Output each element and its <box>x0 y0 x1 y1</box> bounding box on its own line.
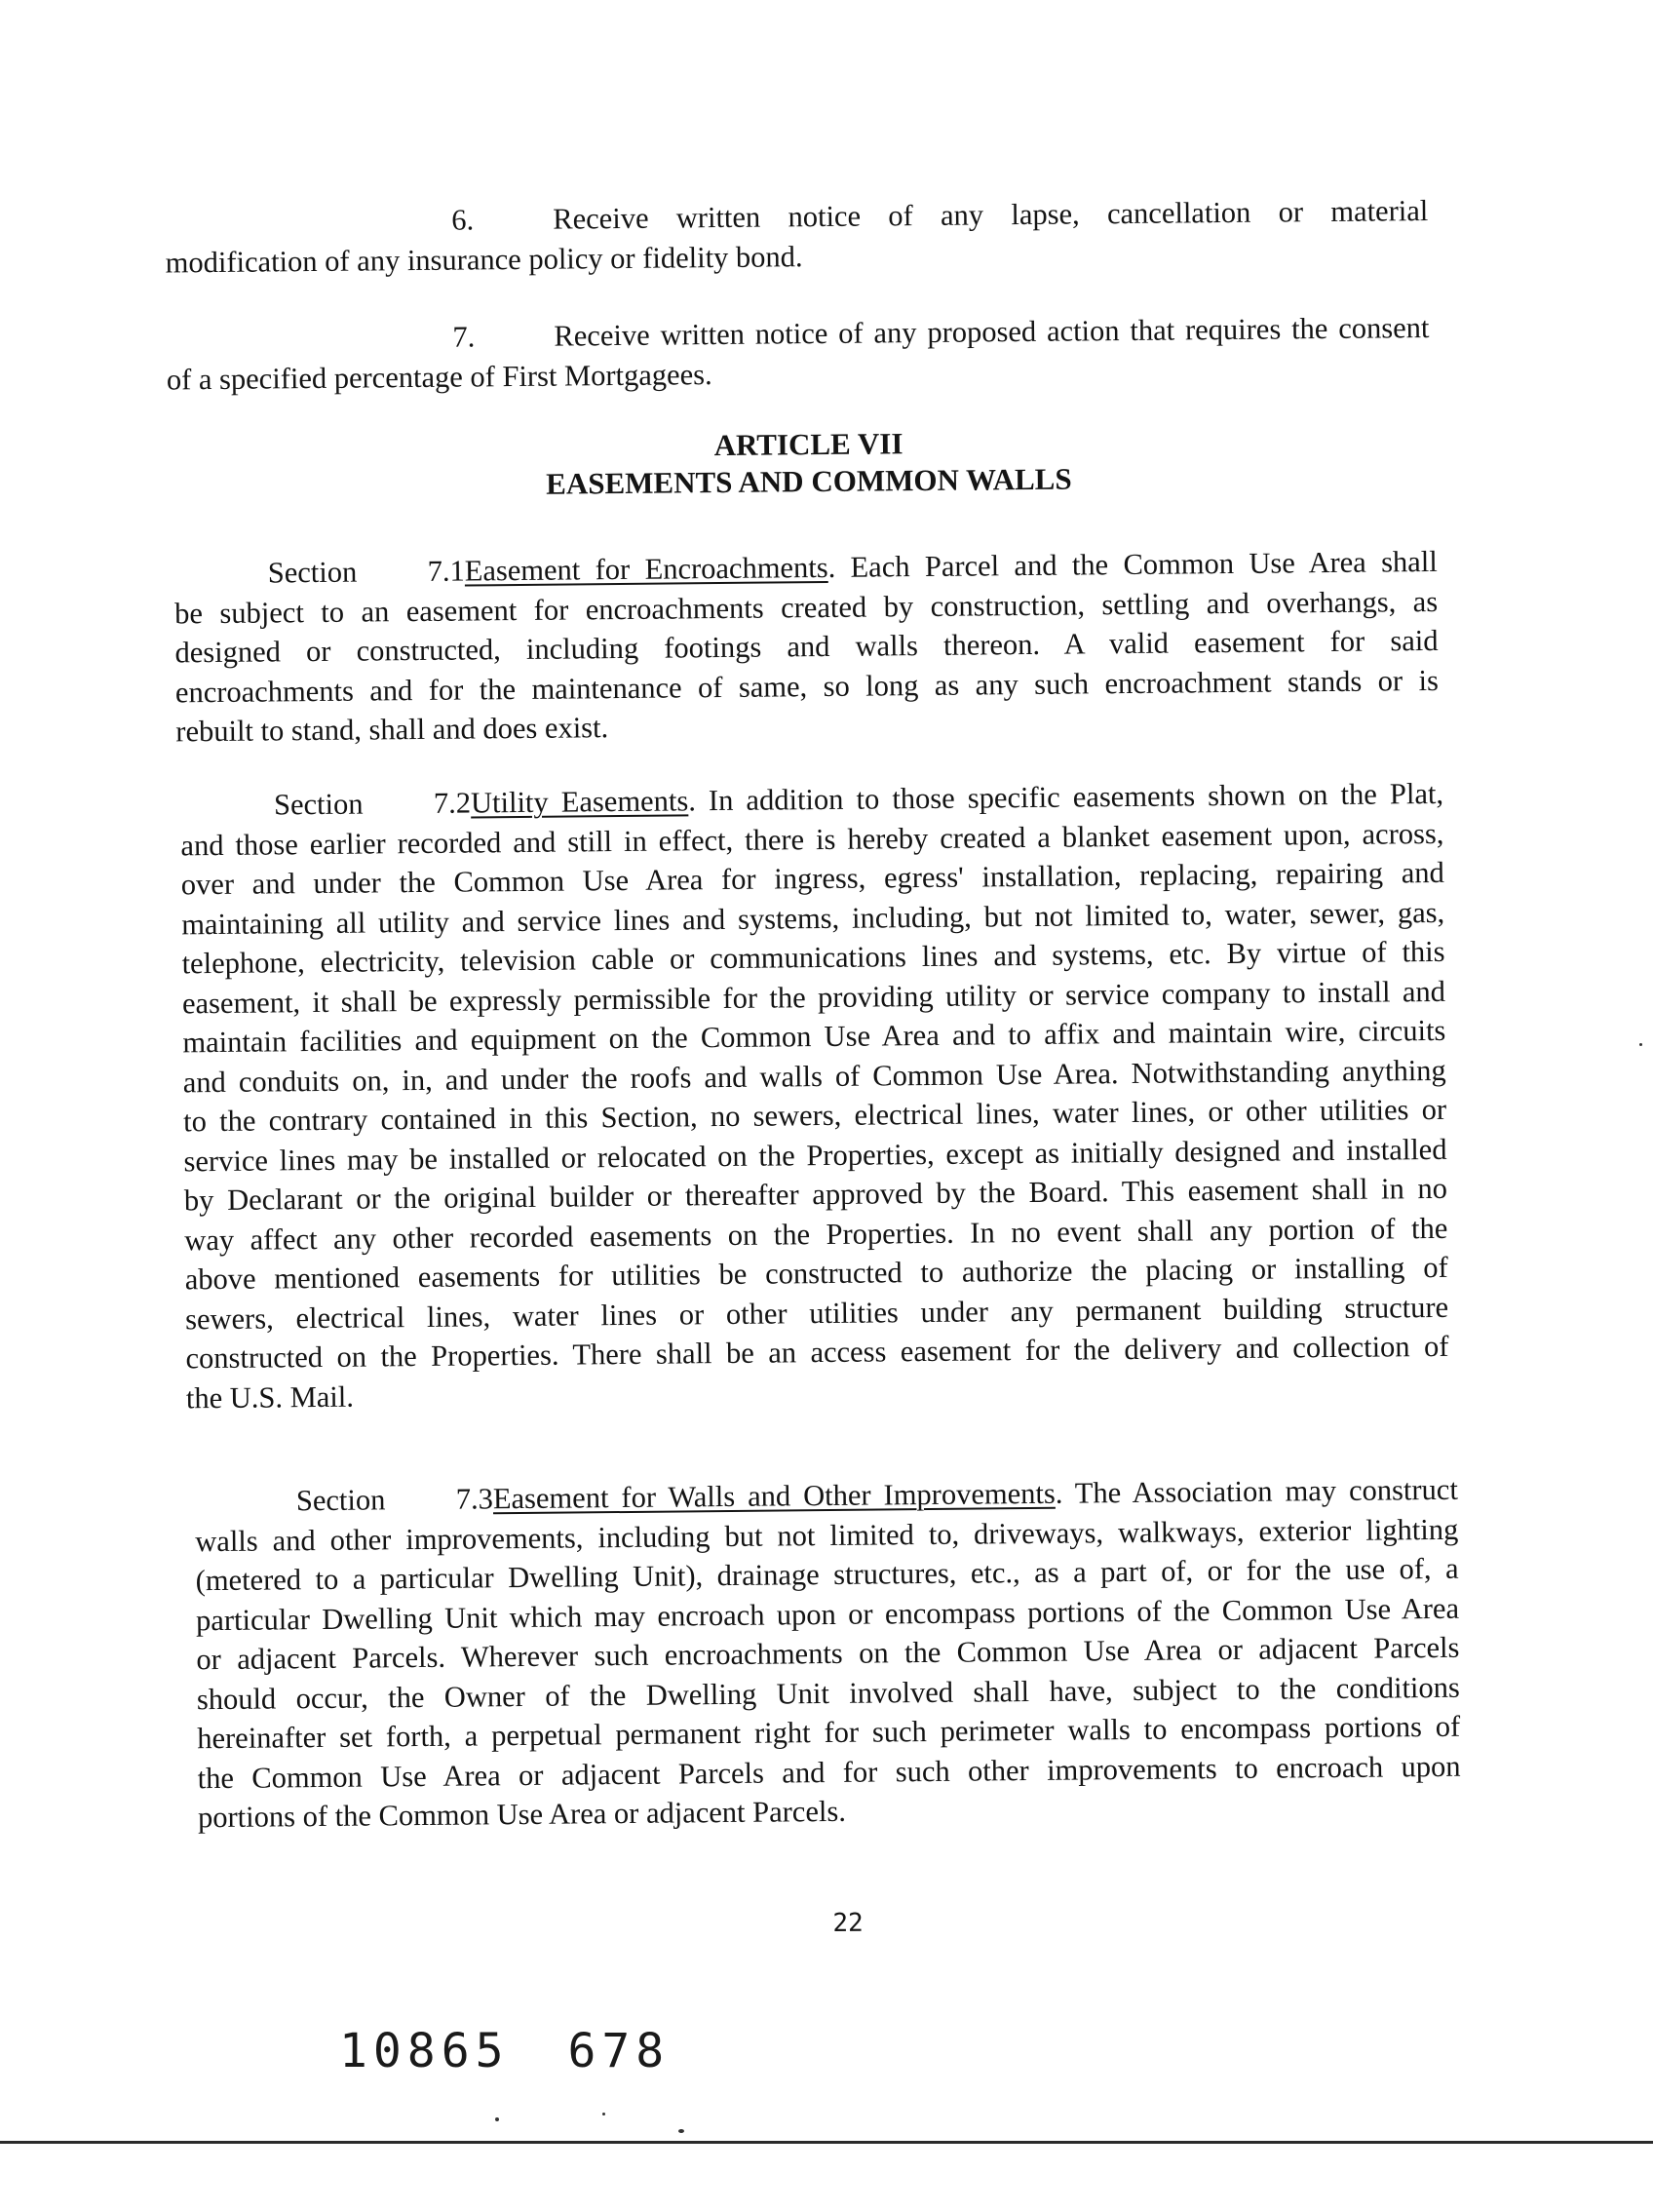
book-page-number: 678 <box>567 2024 671 2078</box>
section-7-2-line: service lines may be installed or relocated on the Properties, except as initially designed and installed <box>183 1132 1447 1178</box>
section-7-2-line: to the contrary contained in this Section, no sewers, electrical lines, water lines, or other utilities or <box>183 1092 1447 1139</box>
section-7-1-line: rebuilt to stand, shall and does exist. <box>175 711 609 749</box>
section-7-2-line: easement, it shall be expressly permissible for the providing utility or service company to install and <box>181 974 1446 1020</box>
list-item-6-number: 6. <box>451 203 475 237</box>
section-7-1-label: Section 7.1 <box>267 554 465 590</box>
list-item-6-text-1: Receive written notice of any lapse, cancellation or material <box>553 194 1429 236</box>
scan-speck <box>678 2129 684 2133</box>
section-7-1-first-line-rest: . Each Parcel and the Common Use Area shall <box>827 544 1438 584</box>
section-7-3-line: hereinafter set forth, a perpetual permanent right for such perimeter walls to encompass portions of <box>197 1709 1461 1756</box>
recording-stamp <box>339 2024 670 2078</box>
section-7-3-line: or adjacent Parcels. Wherever such encroachments on the Common Use Area or adjacent Parcels <box>196 1630 1460 1677</box>
section-7-1 <box>174 542 1440 752</box>
section-7-2-line: sewers, electrical lines, water lines or other utilities under any permanent building structure <box>184 1290 1449 1336</box>
section-7-2-heading: Utility Easements <box>470 784 689 820</box>
section-7-1-heading: Easement for Encroachments <box>464 550 828 588</box>
section-7-3-first-line-rest: . The Association may construct <box>1055 1472 1459 1510</box>
section-7-2-line: way affect any other recorded easements on the Properties. In no event shall any portion of the <box>184 1211 1448 1257</box>
section-7-3-line: should occur, the Owner of the Dwelling Unit involved shall have, subject to the conditions <box>196 1670 1460 1716</box>
section-7-3-heading: Easement for Walls and Other Improvements <box>492 1476 1056 1516</box>
section-7-2-line: maintaining all utility and service lines and systems, including, but not limited to, water, sewer, gas, <box>181 895 1445 941</box>
book-number: 10865 <box>339 2024 510 2078</box>
section-7-1-line: encroachments and for the maintenance of same, so long as any such encroachment stands or is <box>174 663 1440 709</box>
page-number: 22 <box>832 1908 864 1938</box>
section-7-2 <box>180 774 1449 1417</box>
section-7-2-line: over and under the Common Use Area for ingress, egress' installation, replacing, repairing and <box>180 855 1444 902</box>
section-7-2-first-line-rest: . In addition to those specific easements shown on the Plat, <box>688 776 1444 818</box>
list-item-7-text-1: Receive written notice of any proposed action that requires the consent <box>554 311 1430 353</box>
section-7-3-line: (metered to a particular Dwelling Unit), drainage structures, etc., as a part of, or for the use of, a <box>195 1551 1459 1598</box>
section-7-3-line: the Common Use Area or adjacent Parcels and for such other improvements to encroach upon <box>197 1749 1461 1795</box>
section-7-3-line: particular Dwelling Unit which may encroach upon or encompass portions of the Common Use Area <box>195 1591 1460 1637</box>
section-7-1-line: designed or constructed, including footings and walls thereon. A valid easement for said <box>174 623 1439 670</box>
section-7-2-line: by Declarant or the original builder or thereafter approved by the Board. This easement shall in no <box>183 1171 1448 1218</box>
section-7-2-line: constructed on the Properties. There shall be an access easement for the delivery and collection of <box>185 1329 1449 1376</box>
list-item-7-text-2: of a specified percentage of First Mortgagees. <box>166 357 712 396</box>
list-item-7 <box>166 308 1430 399</box>
article-title: EASEMENTS AND COMMON WALLS <box>546 461 1072 501</box>
section-7-3-label: Section 7.3 <box>295 1482 494 1518</box>
scan-speck <box>495 2117 499 2121</box>
section-7-3-line: walls and other improvements, including but not limited to, driveways, walkways, exterior lighting <box>195 1512 1459 1558</box>
section-7-2-line: and those earlier recorded and still in effect, there is hereby created a blanket easement upon, across, <box>180 816 1444 862</box>
section-7-2-label: Section 7.2 <box>273 786 472 822</box>
article-number: ARTICLE VII <box>713 426 903 463</box>
section-7-1-line: be subject to an easement for encroachments created by construction, settling and overhangs, as <box>173 584 1439 630</box>
list-item-6-text-2: modification of any insurance policy or fidelity bond. <box>165 239 803 279</box>
bottom-rule <box>0 2141 1653 2144</box>
list-item-6 <box>165 191 1429 282</box>
scan-speck <box>602 2113 605 2115</box>
section-7-2-line: above mentioned easements for utilities be constructed to authorize the placing or installing of <box>184 1250 1448 1297</box>
section-7-2-line: the U.S. Mail. <box>185 1379 355 1415</box>
section-7-2-line: maintain facilities and equipment on the Common Use Area and to affix and maintain wire, circuits <box>182 1013 1446 1060</box>
list-item-7-number: 7. <box>452 320 476 354</box>
section-7-3-line: portions of the Common Use Area or adjacent Parcels. <box>197 1794 847 1835</box>
section-7-2-line: and conduits on, in, and under the roofs and walls of Common Use Area. Notwithstanding anything <box>182 1053 1446 1099</box>
scan-speck <box>1639 1043 1642 1046</box>
section-7-3 <box>195 1470 1461 1838</box>
section-7-2-line: telephone, electricity, television cable or communications lines and systems, etc. By virtue of this <box>181 934 1445 981</box>
